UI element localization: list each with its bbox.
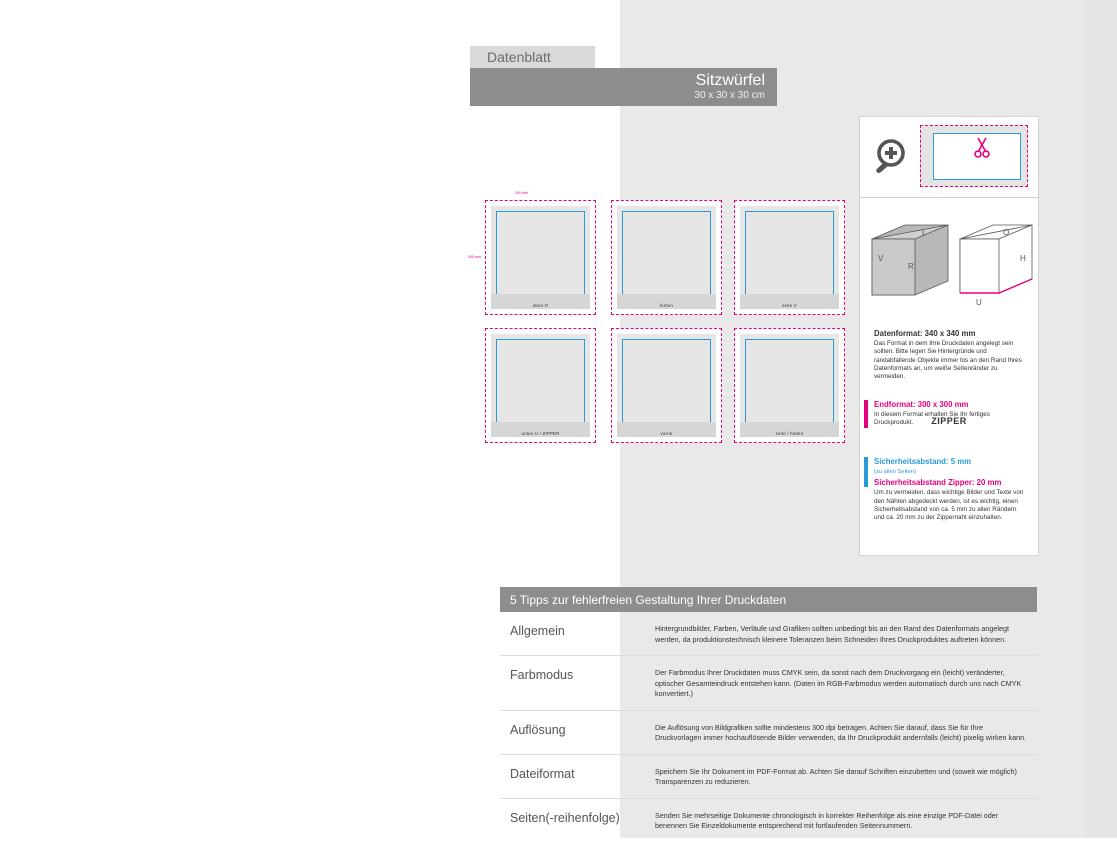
table-row [500,711,1037,755]
tip-term: Farbmodus [510,668,574,682]
safety-frame [622,339,711,432]
thumbnail-caption: oben O [532,303,549,308]
svg-text:L: L [922,228,927,237]
safety-frame [496,339,585,432]
zipper-label: ZIPPER [931,416,967,426]
endformat-color-bar [864,400,868,428]
page-subtitle: 30 x 30 x 30 cm [694,90,765,101]
tips-table-header [500,587,1037,612]
page-edge-shadow [1083,0,1117,838]
table-row [500,656,1037,711]
template-thumbnail[interactable] [611,200,722,315]
box-unfold-diagram [860,199,1038,344]
safety-frame [745,211,834,304]
tab-datenblatt-label: Datenblatt [487,49,551,65]
svg-text:V: V [878,254,884,263]
endformat-heading: Endformat: 300 x 300 mm [874,400,969,409]
sicherheit-subheading: (zu allen Seiten) [874,469,916,475]
tip-description: Hintergrundbilder, Farben, Verläufe und Grafiken sollten unbedingt bis an den Rand des Datenformats angelegt werden, da produktionstechnisch kleinere Toleranzen beim Schneiden Ihres Druckproduktes auftreten können. [655,624,1010,644]
scissors-icon [974,136,990,158]
table-row [500,799,1037,842]
document-title-bar [470,68,777,106]
svg-text:R: R [908,262,914,271]
safety-frame [622,211,711,304]
tips-title: 5 Tipps zur fehlerfreien Gestaltung Ihrer Druckdaten [510,592,787,607]
tips-table [500,587,1037,842]
magnifier-plus-icon [872,139,906,173]
info-panel-header [860,117,1038,198]
datenformat-text: Das Format in dem Ihre Druckdaten angelegt sein sollten. Bitte legen Sie Hintergründe und randabfallende Objekte immer bis an den Rand Ihres Datenformats an, um weiße Seitenränder zu vermeiden. [874,340,1022,381]
dimension-top: 340 mm [515,191,528,195]
thumbnail-caption: unten U / ZIPPER [521,431,560,436]
template-thumbnail-grid [468,190,845,445]
sicherheitsabstand-color-bar [864,457,868,487]
tip-term: Allgemein [510,624,565,638]
info-block-datenformat [874,329,1026,381]
safety-frame [496,211,585,304]
sicherheit-heading: Sicherheitsabstand: 5 mm [874,457,972,466]
thumbnail-caption: hinten [659,303,674,308]
template-thumbnail[interactable] [734,200,845,315]
template-thumbnail[interactable] [611,328,722,443]
template-thumbnail[interactable] [485,328,596,443]
endformat-text: In diesem Format erhalten Sie Ihr fertiges Druckprodukt. [874,411,990,427]
page-title: Sitzwürfel [695,72,765,89]
tip-description: Senden Sie mehrseitige Dokumente chronologisch in korrekter Reihenfolge als eine einzige PDF-Datei oder benennen Sie Einzeldokumente entsprechend mit fortlaufenden Seitennummern. [655,810,999,830]
sicherheit-text: Um zu vermeiden, dass wichtige Bilder und Texte von den Nähten abgedeckt werden, ist es wichtig, einen Sicherheitsabstand von ca. 5 mm zu allen Rändern und ca. 20 mm zu der Zippernaht einzuhalten. [874,489,1024,522]
dimension-side: 340 mm [468,255,481,259]
tip-description: Speichern Sie Ihr Dokument im PDF-Format ab. Achten Sie darauf Schriften einzubetten und (soweit wie möglich) Transparenzen zu reduzieren. [655,766,1017,786]
tip-term: Dateiformat [510,766,575,781]
template-thumbnail[interactable] [468,191,596,315]
tip-term: Auflösung [510,722,566,737]
info-panel [859,116,1039,556]
safety-frame [745,339,834,432]
preview-thumbnail [920,125,1028,187]
svg-text:O: O [1003,228,1010,237]
svg-text:H: H [1020,254,1026,263]
datenformat-heading: Datenformat: 340 x 340 mm [874,329,976,338]
thumbnail-caption: vorne [660,431,673,436]
tab-datenblatt [470,46,595,68]
tip-term: Seiten(-reihenfolge) [510,810,620,825]
sicherheit-zipper-heading: Sicherheitsabstand Zipper: 20 mm [874,478,1002,488]
template-thumbnail[interactable] [734,328,845,443]
thumbnail-caption: seite V [782,303,797,308]
thumbnail-caption: seite / hinten [775,431,804,436]
tip-description: Die Auflösung von Bildgrafiken sollte mindestens 300 dpi betragen. Achten Sie darauf, dass Sie für Ihre Druckvorlagen immer hochauflösende Bilder verwenden, da Ihr Druckprodukt andernfalls (leicht) pixelig wirken kann. [655,722,1027,742]
svg-text:U: U [976,298,982,307]
table-row [500,612,1037,656]
info-block-endformat [874,400,1026,428]
info-block-sicherheitsabstand [874,457,1026,522]
table-row [500,755,1037,799]
tip-description: Der Farbmodus Ihrer Druckdaten muss CMYK sein, da sonst nach dem Druckvorgang ein (leicht) veränderter, optischer Gesamteindruck entstehen kann. (Daten im RGB-Farbmodus werden automatisch durch uns nach CMYK konvertiert.) [655,668,1022,698]
